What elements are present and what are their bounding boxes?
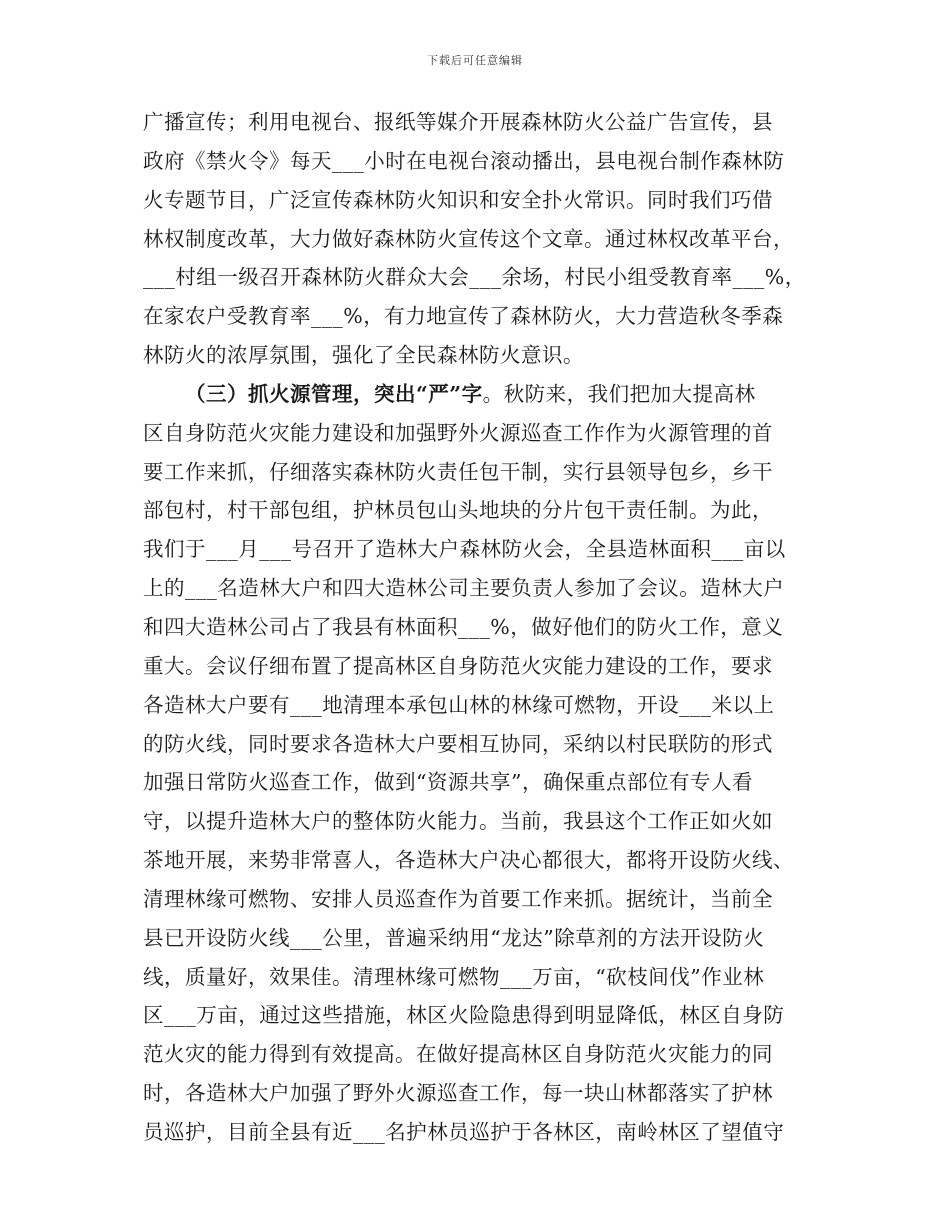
paragraph-line: 范火灾的能力得到有效提高。在做好提高林区自身防范火灾能力的同 <box>143 1042 773 1067</box>
paragraph-line: 茶地开展，来势非常喜人，各造林大户决心都很大，都将开设防火线、 <box>143 848 794 873</box>
paragraph-line: 县已开设防火线___公里，普遍采纳用“龙达”除草剂的方法开设防火 <box>143 925 765 950</box>
paragraph-line: 线，质量好，效果佳。清理林缘可燃物___万亩，“砍枝间伐”作业林 <box>143 964 765 989</box>
paragraph-line: 火专题节目，广泛宣传森林防火知识和安全扑火常识。同时我们巧借 <box>143 187 773 212</box>
paragraph-line: 清理林缘可燃物、安排人员巡查作为首要工作来抓。据统计，当前全 <box>143 886 773 911</box>
paragraph-line: 区自身防范火灾能力建设和加强野外火源巡查工作作为火源管理的首 <box>143 420 773 445</box>
paragraph-line: ___村组一级召开森林防火群众大会___余场，村民小组受教育率___%， <box>143 265 806 290</box>
paragraph-line: 政府《禁火令》每天___小时在电视台滚动播出，县电视台制作森林防 <box>143 148 785 173</box>
paragraph-line: 和四大造林公司占了我县有林面积___%，做好他们的防火工作，意义 <box>143 614 784 639</box>
paragraph-line: 的防火线，同时要求各造林大户要相互协同，采纳以村民联防的形式 <box>143 731 773 756</box>
paragraph-line: 上的___名造林大户和四大造林公司主要负责人参加了会议。造林大户 <box>143 576 785 601</box>
paragraph-line: 广播宣传；利用电视台、报纸等媒介开展森林防火公益广告宣传，县 <box>143 110 773 134</box>
paragraph-line: 林防火的浓厚氛围，强化了全民森林防火意识。 <box>143 343 584 368</box>
paragraph-line: 要工作来抓，仔细落实森林防火责任包干制，实行县领导包乡，乡干 <box>143 459 773 484</box>
paragraph-line: 守，以提升造林大户的整体防火能力。当前，我县这个工作正如火如 <box>143 809 773 834</box>
paragraph-line: 各造林大户要有___地清理本承包山林的林缘可燃物，开设___米以上 <box>143 692 775 717</box>
paragraph-line: 在家农户受教育率___%，有力地宣传了森林防火，大力营造秋冬季森 <box>143 304 784 329</box>
paragraph-line: 部包村，村干部包组，护林员包山头地块的分片包干责任制。为此， <box>143 498 773 523</box>
section-heading-line <box>143 375 813 414</box>
paragraph-line: 林权制度改革，大力做好森林防火宣传这个文章。通过林权改革平台， <box>143 226 794 251</box>
section-heading: （三）抓火源管理，突出“严”字 <box>185 381 483 406</box>
paragraph-line: 重大。会议仔细布置了提高林区自身防范火灾能力建设的工作，要求 <box>143 653 773 678</box>
document-body <box>143 103 813 1152</box>
page-header: 下载后可任意编辑 <box>427 54 523 67</box>
paragraph-line: 我们于___月___号召开了造林大户森林防火会，全县造林面积___亩以 <box>143 537 786 562</box>
section-heading-rest: 。秋防来，我们把加大提高林 <box>482 381 756 406</box>
paragraph-line: 时，各造林大户加强了野外火源巡查工作，每一块山林都落实了护林 <box>143 1081 773 1106</box>
paragraph-line: 加强日常防火巡查工作，做到“资源共享”，确保重点部位有专人看 <box>143 770 753 795</box>
paragraph-line: 区___万亩，通过这些措施，林区火险隐患得到明显降低，林区自身防 <box>143 1003 785 1028</box>
paragraph-line: 员巡护，目前全县有近___名护林员巡护于各林区，南岭林区了望值守 <box>143 1119 785 1144</box>
